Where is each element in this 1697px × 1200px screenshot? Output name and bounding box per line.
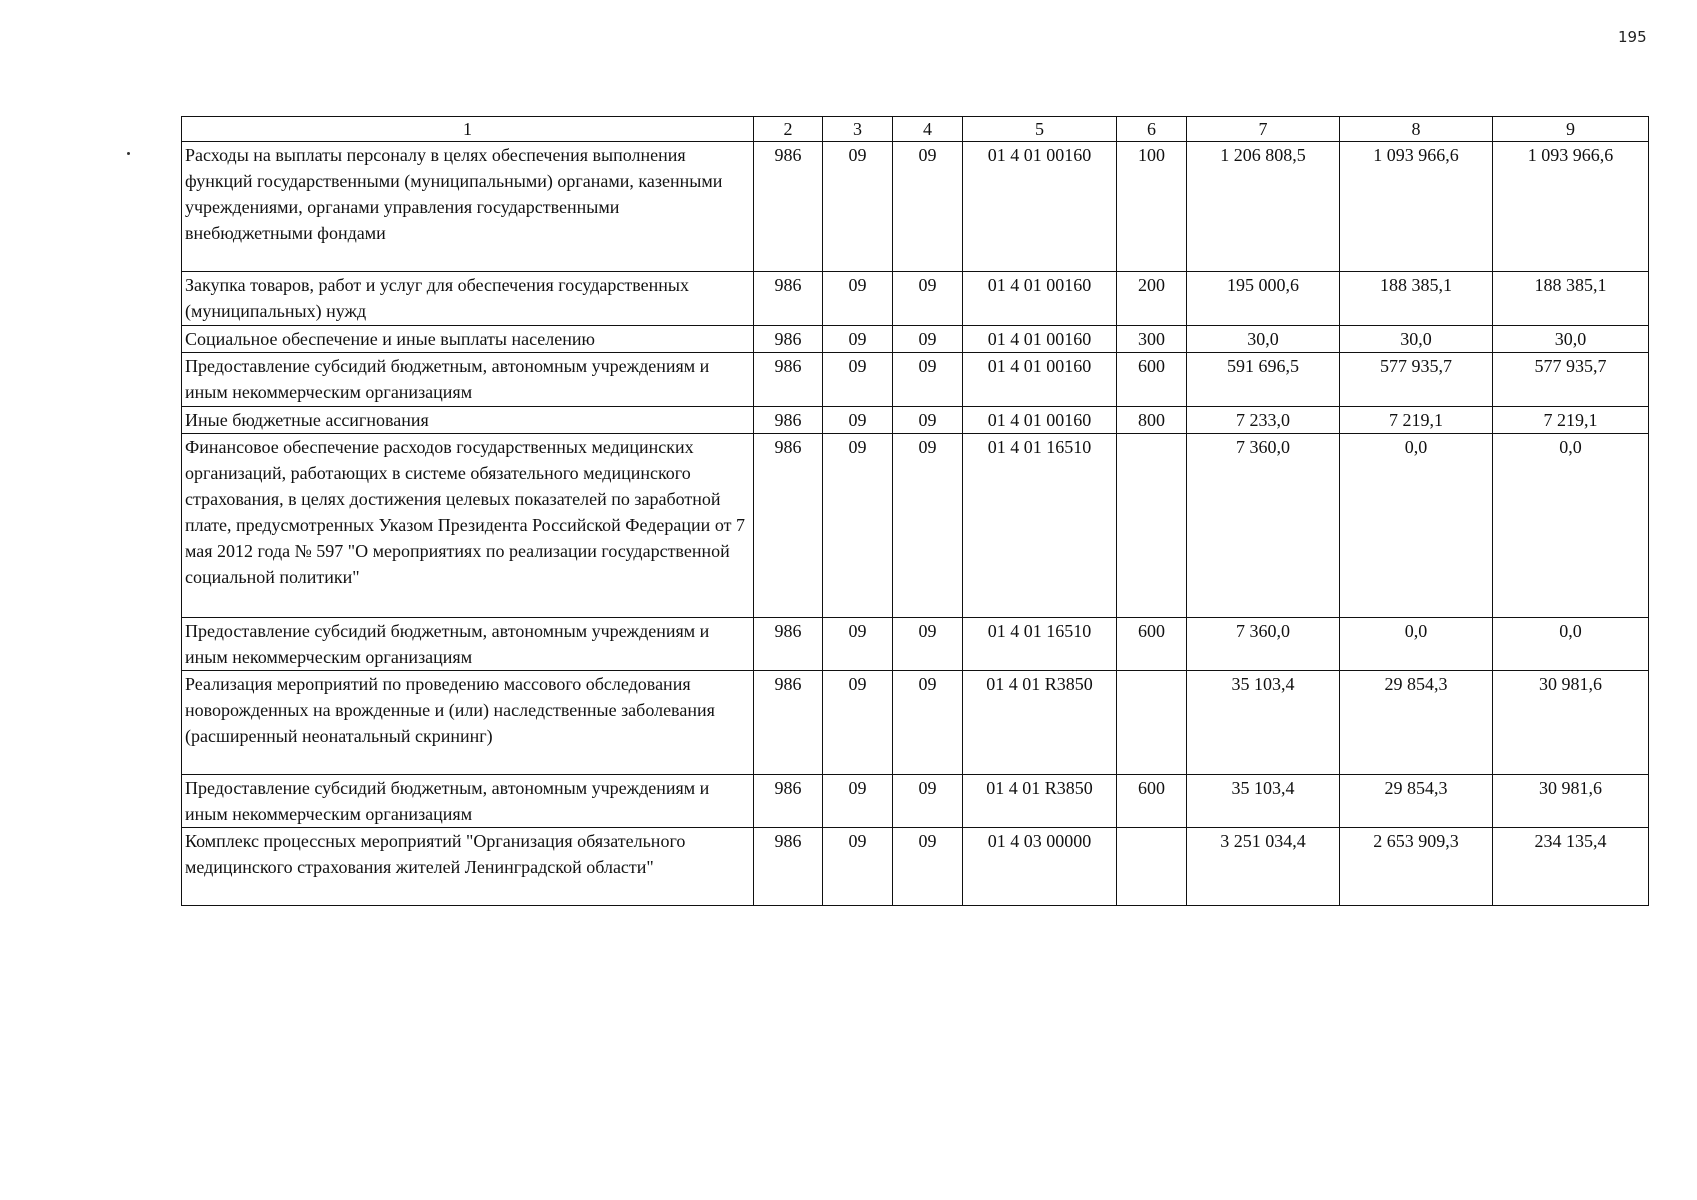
row-grbs: 986 — [754, 671, 823, 775]
row-sum-1: 30,0 — [1187, 326, 1340, 353]
row-sum-1: 35 103,4 — [1187, 671, 1340, 775]
page-number: 195 — [1618, 28, 1647, 46]
row-section: 09 — [823, 407, 893, 434]
row-sum-1: 7 233,0 — [1187, 407, 1340, 434]
row-sum-3: 234 135,4 — [1493, 828, 1649, 906]
row-grbs: 986 — [754, 353, 823, 407]
row-section: 09 — [823, 272, 893, 326]
row-grbs: 986 — [754, 828, 823, 906]
row-section: 09 — [823, 775, 893, 828]
table-row — [182, 272, 1649, 326]
row-sum-1: 7 360,0 — [1187, 618, 1340, 671]
row-subsection: 09 — [893, 272, 963, 326]
table-row — [182, 142, 1649, 272]
row-sum-2: 0,0 — [1340, 618, 1493, 671]
row-sum-1: 7 360,0 — [1187, 434, 1340, 618]
row-subsection: 09 — [893, 828, 963, 906]
row-sum-3: 7 219,1 — [1493, 407, 1649, 434]
row-sum-3: 30 981,6 — [1493, 671, 1649, 775]
row-grbs: 986 — [754, 142, 823, 272]
row-target-article: 01 4 01 00160 — [963, 407, 1117, 434]
table-row — [182, 618, 1649, 671]
header-cell: 9 — [1493, 117, 1649, 142]
row-grbs: 986 — [754, 326, 823, 353]
header-cell: 1 — [182, 117, 754, 142]
row-sum-2: 0,0 — [1340, 434, 1493, 618]
row-expense-type: 600 — [1117, 353, 1187, 407]
row-name: Закупка товаров, работ и услуг для обеспечения государственных (муниципальных) нужд — [182, 272, 754, 326]
row-sum-1: 35 103,4 — [1187, 775, 1340, 828]
row-subsection: 09 — [893, 618, 963, 671]
row-target-article: 01 4 01 16510 — [963, 434, 1117, 618]
row-expense-type — [1117, 671, 1187, 775]
row-sum-3: 0,0 — [1493, 434, 1649, 618]
row-section: 09 — [823, 828, 893, 906]
row-expense-type — [1117, 434, 1187, 618]
row-expense-type — [1117, 828, 1187, 906]
row-expense-type: 800 — [1117, 407, 1187, 434]
row-target-article: 01 4 01 R3850 — [963, 775, 1117, 828]
row-grbs: 986 — [754, 272, 823, 326]
table-row — [182, 775, 1649, 828]
row-expense-type: 600 — [1117, 775, 1187, 828]
row-subsection: 09 — [893, 407, 963, 434]
row-section: 09 — [823, 434, 893, 618]
row-sum-3: 1 093 966,6 — [1493, 142, 1649, 272]
row-subsection: 09 — [893, 326, 963, 353]
row-sum-1: 3 251 034,4 — [1187, 828, 1340, 906]
row-sum-3: 577 935,7 — [1493, 353, 1649, 407]
row-target-article: 01 4 01 00160 — [963, 142, 1117, 272]
row-target-article: 01 4 01 00160 — [963, 326, 1117, 353]
row-name: Комплекс процессных мероприятий "Организация обязательного медицинского страхования жителей Ленинградской области" — [182, 828, 754, 906]
row-sum-3: 0,0 — [1493, 618, 1649, 671]
header-cell: 8 — [1340, 117, 1493, 142]
row-target-article: 01 4 01 16510 — [963, 618, 1117, 671]
row-name: Иные бюджетные ассигнования — [182, 407, 754, 434]
row-sum-2: 29 854,3 — [1340, 775, 1493, 828]
table-row — [182, 671, 1649, 775]
row-expense-type: 600 — [1117, 618, 1187, 671]
row-name: Расходы на выплаты персоналу в целях обеспечения выполнения функций государственными (муниципальными) органами, казенными учреждениями, органами управления государственными внебюджетными фондами — [182, 142, 754, 272]
row-sum-2: 577 935,7 — [1340, 353, 1493, 407]
row-sum-1: 591 696,5 — [1187, 353, 1340, 407]
table-row — [182, 407, 1649, 434]
row-sum-2: 1 093 966,6 — [1340, 142, 1493, 272]
row-name: Предоставление субсидий бюджетным, автономным учреждениям и иным некоммерческим организациям — [182, 775, 754, 828]
row-section: 09 — [823, 618, 893, 671]
header-cell: 3 — [823, 117, 893, 142]
row-grbs: 986 — [754, 618, 823, 671]
row-section: 09 — [823, 142, 893, 272]
margin-mark — [127, 152, 130, 155]
row-name: Финансовое обеспечение расходов государственных медицинских организаций, работающих в системе обязательного медицинского страхования, в целях достижения целевых показателей по заработной плате, предусмотренных Указом Президента Российской Федерации от 7 мая 2012 года № 597 "О мероприятиях по реализации государственной социальной политики" — [182, 434, 754, 618]
header-cell: 5 — [963, 117, 1117, 142]
row-target-article: 01 4 01 R3850 — [963, 671, 1117, 775]
row-name: Реализация мероприятий по проведению массового обследования новорожденных на врожденные и (или) наследственные заболевания (расширенный неонатальный скрининг) — [182, 671, 754, 775]
row-sum-2: 30,0 — [1340, 326, 1493, 353]
header-cell: 2 — [754, 117, 823, 142]
row-section: 09 — [823, 671, 893, 775]
row-sum-3: 30 981,6 — [1493, 775, 1649, 828]
row-target-article: 01 4 03 00000 — [963, 828, 1117, 906]
budget-table — [181, 116, 1649, 906]
row-subsection: 09 — [893, 775, 963, 828]
row-sum-1: 1 206 808,5 — [1187, 142, 1340, 272]
row-sum-3: 188 385,1 — [1493, 272, 1649, 326]
table-row — [182, 434, 1649, 618]
header-cell: 7 — [1187, 117, 1340, 142]
row-grbs: 986 — [754, 434, 823, 618]
row-subsection: 09 — [893, 671, 963, 775]
table-row — [182, 353, 1649, 407]
row-target-article: 01 4 01 00160 — [963, 353, 1117, 407]
row-subsection: 09 — [893, 353, 963, 407]
row-sum-2: 2 653 909,3 — [1340, 828, 1493, 906]
header-cell: 4 — [893, 117, 963, 142]
row-subsection: 09 — [893, 434, 963, 618]
row-sum-3: 30,0 — [1493, 326, 1649, 353]
row-sum-1: 195 000,6 — [1187, 272, 1340, 326]
row-grbs: 986 — [754, 407, 823, 434]
row-section: 09 — [823, 326, 893, 353]
row-expense-type: 100 — [1117, 142, 1187, 272]
row-sum-2: 29 854,3 — [1340, 671, 1493, 775]
row-name: Социальное обеспечение и иные выплаты населению — [182, 326, 754, 353]
table-row — [182, 326, 1649, 353]
table-row — [182, 828, 1649, 906]
row-name: Предоставление субсидий бюджетным, автономным учреждениям и иным некоммерческим организациям — [182, 353, 754, 407]
table-header-row — [182, 117, 1649, 142]
row-expense-type: 200 — [1117, 272, 1187, 326]
row-grbs: 986 — [754, 775, 823, 828]
row-target-article: 01 4 01 00160 — [963, 272, 1117, 326]
header-cell: 6 — [1117, 117, 1187, 142]
row-expense-type: 300 — [1117, 326, 1187, 353]
row-sum-2: 7 219,1 — [1340, 407, 1493, 434]
row-subsection: 09 — [893, 142, 963, 272]
row-sum-2: 188 385,1 — [1340, 272, 1493, 326]
row-section: 09 — [823, 353, 893, 407]
row-name: Предоставление субсидий бюджетным, автономным учреждениям и иным некоммерческим организациям — [182, 618, 754, 671]
